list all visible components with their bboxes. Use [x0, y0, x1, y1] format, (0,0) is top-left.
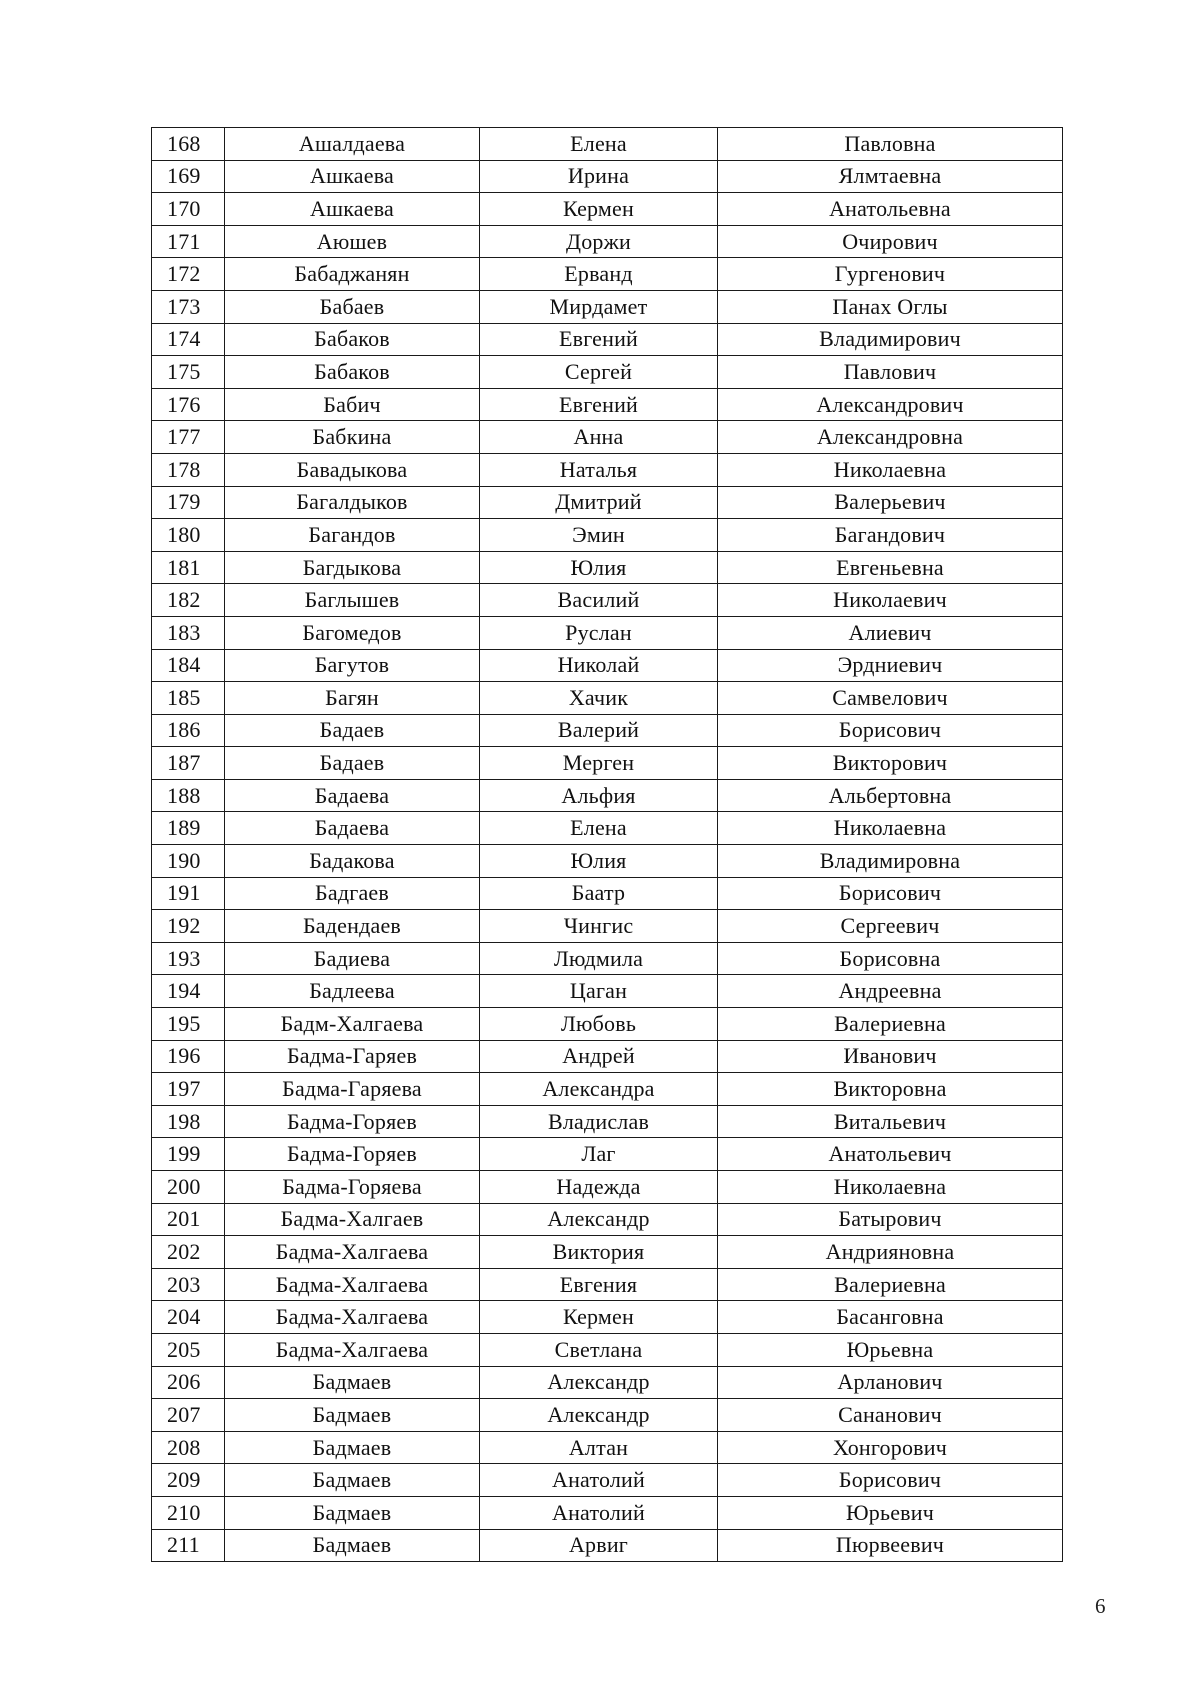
table-row [152, 1366, 1063, 1399]
patronymic-cell: Александрович [718, 388, 1063, 421]
first-name-cell: Светлана [480, 1333, 718, 1366]
table-row [152, 421, 1063, 454]
first-name-cell: Александр [480, 1399, 718, 1432]
row-number-cell: 199 [152, 1138, 225, 1171]
table-row [152, 453, 1063, 486]
table-row [152, 388, 1063, 421]
last-name-cell: Бадма-Горяев [225, 1138, 480, 1171]
last-name-cell: Ашалдаева [225, 128, 480, 161]
names-table [151, 127, 1063, 1562]
first-name-cell: Александр [480, 1203, 718, 1236]
table-row [152, 486, 1063, 519]
table-row [152, 1073, 1063, 1106]
first-name-cell: Евгений [480, 323, 718, 356]
patronymic-cell: Самвелович [718, 682, 1063, 715]
last-name-cell: Багдыкова [225, 551, 480, 584]
last-name-cell: Бадендаев [225, 910, 480, 943]
first-name-cell: Александр [480, 1366, 718, 1399]
last-name-cell: Бадма-Горяев [225, 1105, 480, 1138]
patronymic-cell: Валериевна [718, 1008, 1063, 1041]
table-row [152, 812, 1063, 845]
first-name-cell: Виктория [480, 1236, 718, 1269]
patronymic-cell: Юрьевич [718, 1496, 1063, 1529]
last-name-cell: Бабич [225, 388, 480, 421]
table-row [152, 845, 1063, 878]
row-number-cell: 194 [152, 975, 225, 1008]
last-name-cell: Ашкаева [225, 160, 480, 193]
last-name-cell: Ашкаева [225, 193, 480, 226]
row-number-cell: 174 [152, 323, 225, 356]
first-name-cell: Ерванд [480, 258, 718, 291]
last-name-cell: Багандов [225, 519, 480, 552]
row-number-cell: 198 [152, 1105, 225, 1138]
table-row [152, 1203, 1063, 1236]
first-name-cell: Ирина [480, 160, 718, 193]
patronymic-cell: Хонгорович [718, 1431, 1063, 1464]
first-name-cell: Эмин [480, 519, 718, 552]
first-name-cell: Елена [480, 128, 718, 161]
row-number-cell: 192 [152, 910, 225, 943]
row-number-cell: 175 [152, 356, 225, 389]
table-row [152, 747, 1063, 780]
row-number-cell: 169 [152, 160, 225, 193]
last-name-cell: Багомедов [225, 616, 480, 649]
table-row [152, 1464, 1063, 1497]
patronymic-cell: Евгеньевна [718, 551, 1063, 584]
table-row [152, 225, 1063, 258]
last-name-cell: Бадмаев [225, 1529, 480, 1562]
table-row [152, 1138, 1063, 1171]
row-number-cell: 177 [152, 421, 225, 454]
row-number-cell: 170 [152, 193, 225, 226]
patronymic-cell: Павловна [718, 128, 1063, 161]
first-name-cell: Доржи [480, 225, 718, 258]
first-name-cell: Цаган [480, 975, 718, 1008]
patronymic-cell: Николаевна [718, 453, 1063, 486]
patronymic-cell: Николаевна [718, 812, 1063, 845]
patronymic-cell: Андреевна [718, 975, 1063, 1008]
last-name-cell: Бадма-Горяева [225, 1171, 480, 1204]
first-name-cell: Александра [480, 1073, 718, 1106]
row-number-cell: 190 [152, 845, 225, 878]
row-number-cell: 184 [152, 649, 225, 682]
patronymic-cell: Павлович [718, 356, 1063, 389]
first-name-cell: Анатолий [480, 1496, 718, 1529]
row-number-cell: 179 [152, 486, 225, 519]
last-name-cell: Бабаджанян [225, 258, 480, 291]
row-number-cell: 203 [152, 1268, 225, 1301]
last-name-cell: Бадаева [225, 812, 480, 845]
patronymic-cell: Валериевна [718, 1268, 1063, 1301]
last-name-cell: Аюшев [225, 225, 480, 258]
patronymic-cell: Валерьевич [718, 486, 1063, 519]
table-row [152, 1040, 1063, 1073]
row-number-cell: 208 [152, 1431, 225, 1464]
table-row [152, 1399, 1063, 1432]
table-row [152, 682, 1063, 715]
last-name-cell: Бадмаев [225, 1399, 480, 1432]
patronymic-cell: Витальевич [718, 1105, 1063, 1138]
first-name-cell: Руслан [480, 616, 718, 649]
patronymic-cell: Гургенович [718, 258, 1063, 291]
row-number-cell: 176 [152, 388, 225, 421]
last-name-cell: Бадгаев [225, 877, 480, 910]
table-row [152, 193, 1063, 226]
table-row [152, 779, 1063, 812]
table-row [152, 258, 1063, 291]
patronymic-cell: Панах Оглы [718, 290, 1063, 323]
table-row [152, 714, 1063, 747]
row-number-cell: 196 [152, 1040, 225, 1073]
first-name-cell: Мерген [480, 747, 718, 780]
first-name-cell: Баатр [480, 877, 718, 910]
row-number-cell: 191 [152, 877, 225, 910]
row-number-cell: 168 [152, 128, 225, 161]
row-number-cell: 187 [152, 747, 225, 780]
patronymic-cell: Николаевна [718, 1171, 1063, 1204]
first-name-cell: Мирдамет [480, 290, 718, 323]
last-name-cell: Бадлеева [225, 975, 480, 1008]
patronymic-cell: Викторовна [718, 1073, 1063, 1106]
first-name-cell: Евгений [480, 388, 718, 421]
row-number-cell: 178 [152, 453, 225, 486]
table-row [152, 910, 1063, 943]
names-table-body [152, 128, 1063, 1562]
patronymic-cell: Батырович [718, 1203, 1063, 1236]
first-name-cell: Евгения [480, 1268, 718, 1301]
patronymic-cell: Александровна [718, 421, 1063, 454]
patronymic-cell: Юрьевна [718, 1333, 1063, 1366]
row-number-cell: 173 [152, 290, 225, 323]
first-name-cell: Андрей [480, 1040, 718, 1073]
table-row [152, 1008, 1063, 1041]
first-name-cell: Надежда [480, 1171, 718, 1204]
table-row [152, 551, 1063, 584]
last-name-cell: Бадма-Халгаева [225, 1236, 480, 1269]
last-name-cell: Бадма-Халгаева [225, 1333, 480, 1366]
table-row [152, 1105, 1063, 1138]
patronymic-cell: Басанговна [718, 1301, 1063, 1334]
table-row [152, 616, 1063, 649]
last-name-cell: Бабаев [225, 290, 480, 323]
first-name-cell: Лаг [480, 1138, 718, 1171]
patronymic-cell: Очирович [718, 225, 1063, 258]
last-name-cell: Бадакова [225, 845, 480, 878]
last-name-cell: Баглышев [225, 584, 480, 617]
last-name-cell: Бадма-Халгаева [225, 1268, 480, 1301]
first-name-cell: Чингис [480, 910, 718, 943]
last-name-cell: Бадмаев [225, 1464, 480, 1497]
row-number-cell: 193 [152, 942, 225, 975]
row-number-cell: 182 [152, 584, 225, 617]
first-name-cell: Хачик [480, 682, 718, 715]
row-number-cell: 186 [152, 714, 225, 747]
row-number-cell: 183 [152, 616, 225, 649]
table-row [152, 584, 1063, 617]
row-number-cell: 172 [152, 258, 225, 291]
last-name-cell: Бабкина [225, 421, 480, 454]
table-row [152, 877, 1063, 910]
last-name-cell: Бадаев [225, 714, 480, 747]
patronymic-cell: Сананович [718, 1399, 1063, 1432]
row-number-cell: 201 [152, 1203, 225, 1236]
last-name-cell: Бадма-Халгаева [225, 1301, 480, 1334]
last-name-cell: Бабаков [225, 356, 480, 389]
patronymic-cell: Пюрвеевич [718, 1529, 1063, 1562]
first-name-cell: Юлия [480, 551, 718, 584]
first-name-cell: Юлия [480, 845, 718, 878]
patronymic-cell: Борисович [718, 714, 1063, 747]
row-number-cell: 207 [152, 1399, 225, 1432]
patronymic-cell: Анатольевич [718, 1138, 1063, 1171]
last-name-cell: Бадмаев [225, 1431, 480, 1464]
row-number-cell: 200 [152, 1171, 225, 1204]
row-number-cell: 181 [152, 551, 225, 584]
first-name-cell: Валерий [480, 714, 718, 747]
row-number-cell: 210 [152, 1496, 225, 1529]
table-row [152, 1431, 1063, 1464]
last-name-cell: Бадаева [225, 779, 480, 812]
table-row [152, 1236, 1063, 1269]
patronymic-cell: Борисович [718, 1464, 1063, 1497]
table-row [152, 290, 1063, 323]
table-row [152, 356, 1063, 389]
patronymic-cell: Владимирович [718, 323, 1063, 356]
first-name-cell: Альфия [480, 779, 718, 812]
last-name-cell: Багалдыков [225, 486, 480, 519]
row-number-cell: 197 [152, 1073, 225, 1106]
first-name-cell: Дмитрий [480, 486, 718, 519]
patronymic-cell: Николаевич [718, 584, 1063, 617]
last-name-cell: Бавадыкова [225, 453, 480, 486]
last-name-cell: Бадмаев [225, 1366, 480, 1399]
row-number-cell: 205 [152, 1333, 225, 1366]
first-name-cell: Людмила [480, 942, 718, 975]
table-row [152, 1333, 1063, 1366]
patronymic-cell: Анатольевна [718, 193, 1063, 226]
last-name-cell: Бадиева [225, 942, 480, 975]
patronymic-cell: Андрияновна [718, 1236, 1063, 1269]
first-name-cell: Арвиг [480, 1529, 718, 1562]
last-name-cell: Бадма-Гаряева [225, 1073, 480, 1106]
last-name-cell: Бадма-Халгаев [225, 1203, 480, 1236]
row-number-cell: 195 [152, 1008, 225, 1041]
table-row [152, 1529, 1063, 1562]
table-row [152, 519, 1063, 552]
table-row [152, 128, 1063, 161]
last-name-cell: Бадм-Халгаева [225, 1008, 480, 1041]
first-name-cell: Алтан [480, 1431, 718, 1464]
first-name-cell: Сергей [480, 356, 718, 389]
patronymic-cell: Алиевич [718, 616, 1063, 649]
patronymic-cell: Борисович [718, 877, 1063, 910]
patronymic-cell: Альбертовна [718, 779, 1063, 812]
first-name-cell: Кермен [480, 193, 718, 226]
last-name-cell: Бадма-Гаряев [225, 1040, 480, 1073]
patronymic-cell: Сергеевич [718, 910, 1063, 943]
patronymic-cell: Борисовна [718, 942, 1063, 975]
row-number-cell: 171 [152, 225, 225, 258]
last-name-cell: Бадаев [225, 747, 480, 780]
row-number-cell: 188 [152, 779, 225, 812]
row-number-cell: 209 [152, 1464, 225, 1497]
patronymic-cell: Иванович [718, 1040, 1063, 1073]
patronymic-cell: Эрдниевич [718, 649, 1063, 682]
table-row [152, 323, 1063, 356]
row-number-cell: 180 [152, 519, 225, 552]
first-name-cell: Владислав [480, 1105, 718, 1138]
table-row [152, 160, 1063, 193]
first-name-cell: Елена [480, 812, 718, 845]
patronymic-cell: Викторович [718, 747, 1063, 780]
table-row [152, 975, 1063, 1008]
row-number-cell: 202 [152, 1236, 225, 1269]
last-name-cell: Бадмаев [225, 1496, 480, 1529]
first-name-cell: Николай [480, 649, 718, 682]
table-row [152, 1268, 1063, 1301]
row-number-cell: 185 [152, 682, 225, 715]
last-name-cell: Багутов [225, 649, 480, 682]
row-number-cell: 211 [152, 1529, 225, 1562]
first-name-cell: Василий [480, 584, 718, 617]
first-name-cell: Анатолий [480, 1464, 718, 1497]
page-number: 6 [1095, 1594, 1106, 1618]
row-number-cell: 204 [152, 1301, 225, 1334]
patronymic-cell: Ялмтаевна [718, 160, 1063, 193]
table-row [152, 1171, 1063, 1204]
row-number-cell: 189 [152, 812, 225, 845]
table-row [152, 1301, 1063, 1334]
first-name-cell: Анна [480, 421, 718, 454]
patronymic-cell: Владимировна [718, 845, 1063, 878]
patronymic-cell: Багандович [718, 519, 1063, 552]
table-row [152, 942, 1063, 975]
first-name-cell: Наталья [480, 453, 718, 486]
table-row [152, 1496, 1063, 1529]
last-name-cell: Багян [225, 682, 480, 715]
table-row [152, 649, 1063, 682]
first-name-cell: Любовь [480, 1008, 718, 1041]
patronymic-cell: Арланович [718, 1366, 1063, 1399]
row-number-cell: 206 [152, 1366, 225, 1399]
last-name-cell: Бабаков [225, 323, 480, 356]
first-name-cell: Кермен [480, 1301, 718, 1334]
